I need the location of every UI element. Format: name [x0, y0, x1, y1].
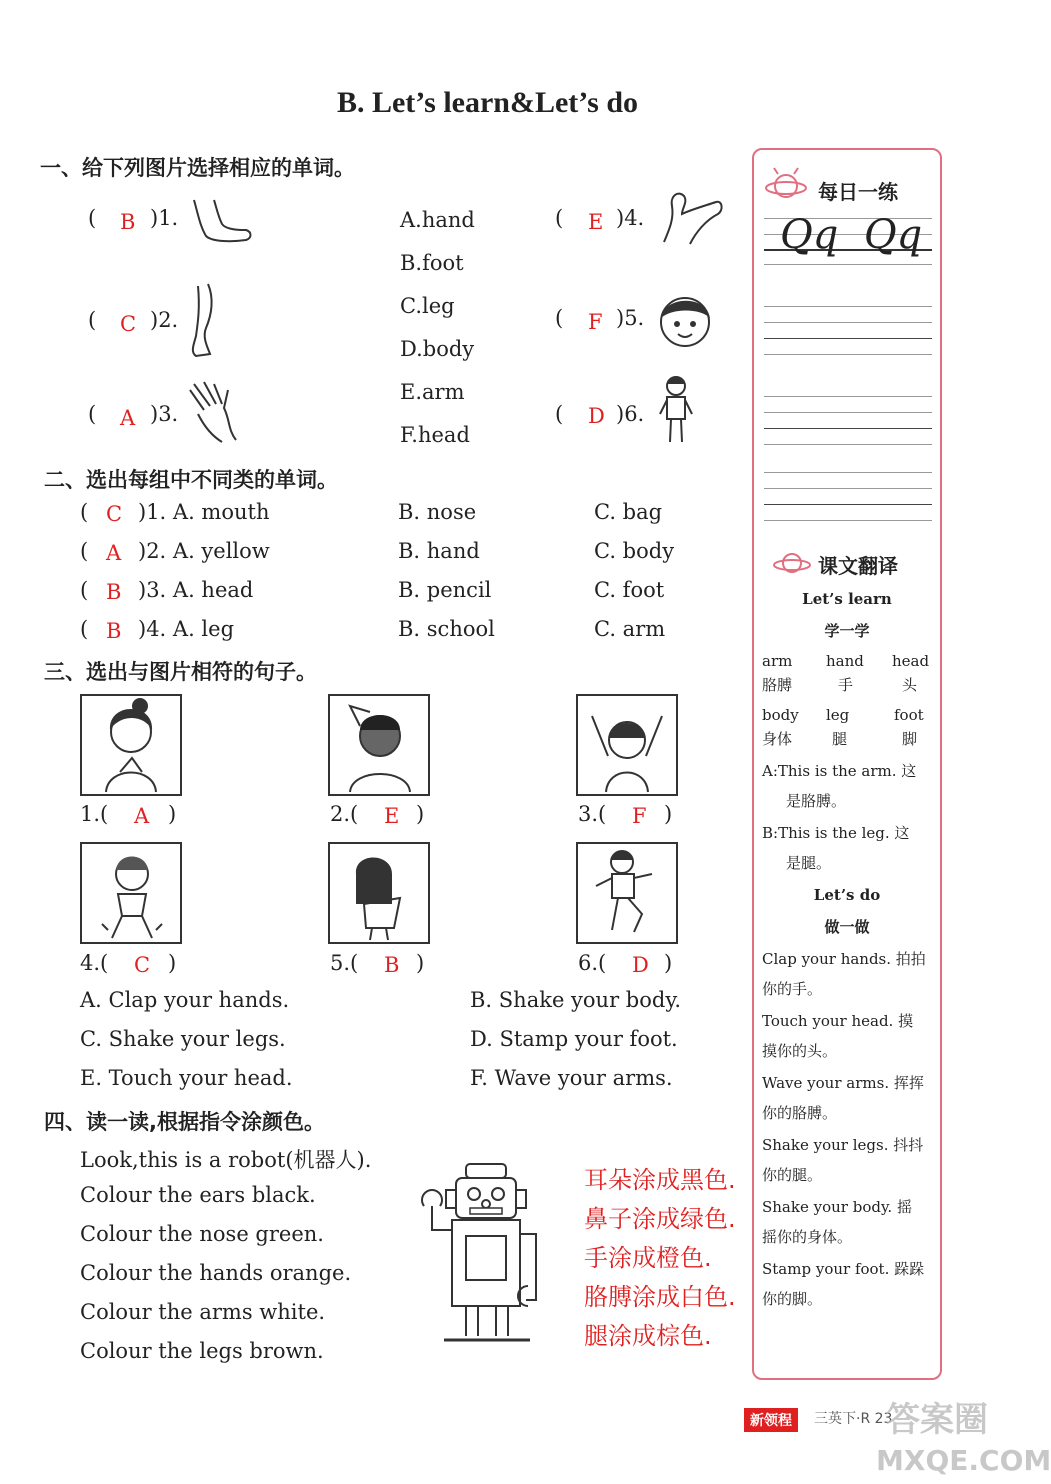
planet-icon [764, 166, 808, 206]
boy-touching-head-picture [328, 694, 430, 796]
answer: E [588, 210, 604, 234]
answer: C [120, 312, 137, 336]
answer: B [106, 580, 122, 604]
leg-picture [186, 282, 226, 362]
answer: F [632, 804, 647, 828]
girl-clapping-picture [80, 694, 182, 796]
answer: E [384, 804, 400, 828]
arm-picture [660, 188, 726, 246]
answer: C [134, 953, 151, 977]
section-3-heading: 三、选出与图片相符的句子。 [44, 660, 317, 684]
girl-waving-arms-picture [576, 694, 678, 796]
body-picture [656, 374, 696, 448]
brand-badge: 新领程 [744, 1408, 798, 1432]
learn-cn-heading: 学一学 [824, 622, 870, 640]
hand-picture [184, 380, 244, 444]
foot-picture [186, 196, 256, 246]
daily-practice-title: 每日一练 [818, 180, 898, 204]
section-2-heading: 二、选出每组中不同类的单词。 [44, 468, 338, 492]
section-1-heading: 一、给下列图片选择相应的单词。 [40, 156, 355, 180]
answer: D [588, 404, 605, 428]
handwriting-letters: Qq Qq [780, 212, 923, 258]
answer: A [134, 804, 150, 828]
answer: A [106, 541, 122, 565]
answer: B [106, 619, 122, 643]
text-translation-title: 课文翻译 [818, 554, 898, 578]
watermark-site: MXQE.COM [876, 1444, 1051, 1477]
watermark-logo: 答案圈 [886, 1400, 988, 1440]
boy-stamping-foot-picture [576, 842, 678, 944]
answer: C [106, 502, 123, 526]
answer: B [120, 210, 136, 234]
robot-picture [416, 1160, 556, 1346]
page-title: B. Let’s learn&Let’s do [336, 86, 639, 119]
lets-do-heading: Let’s do [813, 886, 881, 904]
planet-icon [772, 548, 812, 578]
answer: B [384, 953, 400, 977]
answer: D [632, 953, 649, 977]
lets-learn-heading: Let’s learn [802, 590, 892, 608]
page-number: 三英下·R 23 [814, 1411, 893, 1427]
head-picture [656, 290, 714, 350]
answer: F [588, 310, 603, 334]
girl-shaking-body-picture [328, 842, 430, 944]
girl-shaking-legs-picture [80, 842, 182, 944]
do-cn-heading: 做一做 [824, 918, 870, 936]
section-4-heading: 四、读一读,根据指令涂颜色。 [44, 1110, 325, 1134]
answer: A [120, 406, 136, 430]
